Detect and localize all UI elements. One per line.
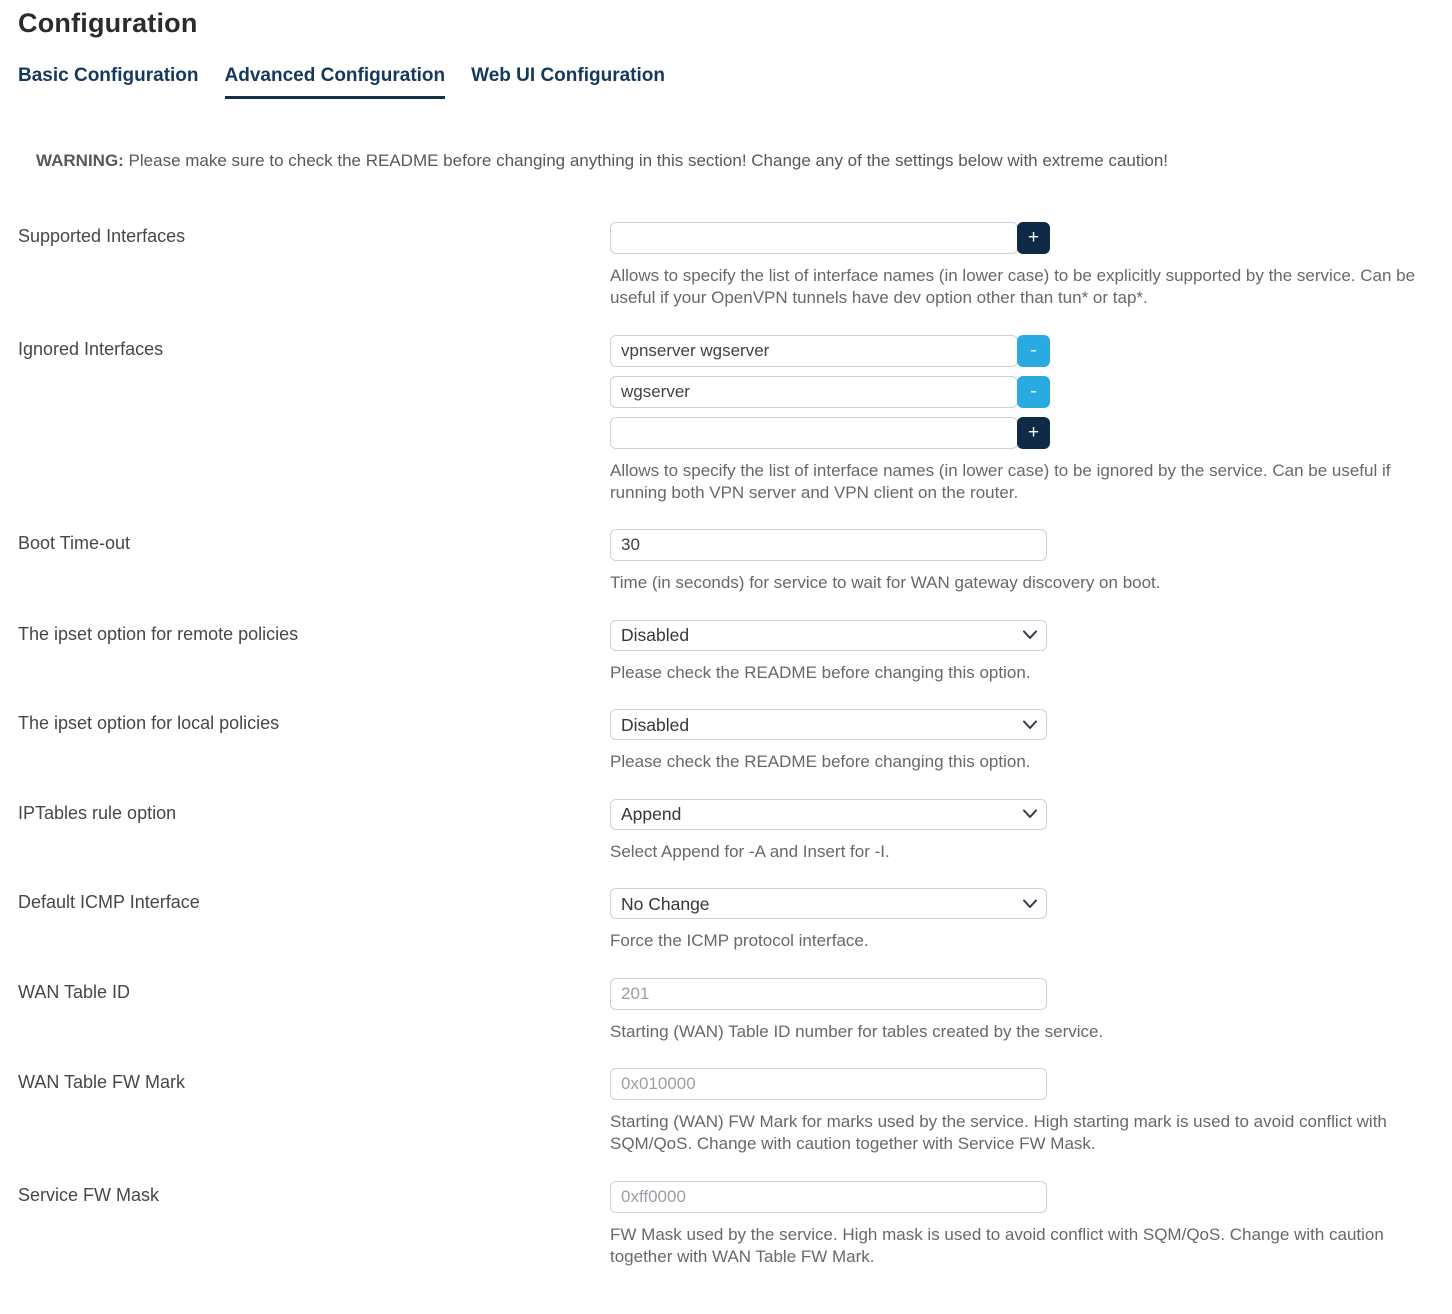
add-supported-interface-button[interactable]: + <box>1017 222 1050 254</box>
warning-text <box>18 149 1423 174</box>
tab-web-ui-configuration[interactable]: Web UI Configuration <box>471 65 665 86</box>
iptables-rule-select[interactable] <box>610 799 1047 830</box>
iptables-rule-row <box>18 799 1434 863</box>
ipset-local-label: The ipset option for local policies <box>18 713 280 734</box>
boot-timeout-label: Boot Time-out <box>18 533 131 554</box>
ipset-local-description: Please check the README before changing this option. <box>610 752 1031 772</box>
boot-timeout-row <box>18 529 1434 594</box>
ipset-local-control <box>610 709 1434 773</box>
ipset-local-select[interactable] <box>610 709 1047 740</box>
ignored-interfaces-item-row <box>610 335 1434 367</box>
wan-table-fw-mark-row <box>18 1068 1434 1156</box>
ignored-interfaces-new-input[interactable] <box>610 417 1018 449</box>
ignored-interfaces-item-row <box>610 376 1434 408</box>
icmp-interface-select-wrap <box>610 888 1047 919</box>
warning-prefix: WARNING: <box>36 151 124 170</box>
service-fw-mask-label: Service FW Mask <box>18 1184 160 1205</box>
service-fw-mask-input[interactable] <box>610 1181 1047 1213</box>
tab-advanced-configuration[interactable]: Advanced Configuration <box>225 65 446 99</box>
ignored-interfaces-description: Allows to specify the list of interface names (in lower case) to be ignored by the service. Can be useful if running both VPN server and VPN client on the router. <box>610 460 1391 502</box>
remove-ignored-interface-button-1[interactable]: - <box>1017 335 1050 367</box>
icmp-interface-label: Default ICMP Interface <box>18 892 200 913</box>
ignored-interfaces-label: Ignored Interfaces <box>18 338 164 359</box>
ipset-remote-control <box>610 620 1434 684</box>
wan-table-id-input[interactable] <box>610 978 1047 1010</box>
wan-table-id-control <box>610 978 1434 1043</box>
wan-table-id-label: WAN Table ID <box>18 981 131 1002</box>
supported-interfaces-label: Supported Interfaces <box>18 225 186 246</box>
icmp-interface-control <box>610 888 1434 952</box>
icmp-interface-row <box>18 888 1434 952</box>
ignored-interfaces-input-2[interactable] <box>610 376 1018 408</box>
wan-table-fw-mark-label: WAN Table FW Mark <box>18 1072 186 1093</box>
wan-table-id-row <box>18 978 1434 1043</box>
supported-interfaces-row <box>18 222 1434 310</box>
ignored-interfaces-input-1[interactable] <box>610 335 1018 367</box>
ipset-local-select-wrap <box>610 709 1047 740</box>
service-fw-mask-control <box>610 1181 1434 1269</box>
boot-timeout-control <box>610 529 1434 594</box>
wan-table-fw-mark-description: Starting (WAN) FW Mark for marks used by the service. High starting mark is used to avoid conflict with SQM/QoS. Change with caution together with Service FW Mask. <box>610 1112 1387 1154</box>
boot-timeout-input[interactable] <box>610 529 1047 561</box>
ipset-remote-description: Please check the README before changing this option. <box>610 662 1031 682</box>
ipset-remote-select[interactable] <box>610 620 1047 651</box>
supported-interfaces-input[interactable] <box>610 222 1018 254</box>
ipset-remote-select-wrap <box>610 620 1047 651</box>
service-fw-mask-description: FW Mask used by the service. High mask is used to avoid conflict with SQM/QoS. Change with caution together with WAN Table FW Mark. <box>610 1224 1384 1267</box>
ipset-remote-label: The ipset option for remote policies <box>18 623 299 644</box>
ipset-local-row <box>18 709 1434 773</box>
add-ignored-interface-button[interactable]: + <box>1017 417 1050 449</box>
supported-interfaces-control <box>610 222 1434 310</box>
page-title: Configuration <box>18 8 198 38</box>
tab-basic-configuration[interactable]: Basic Configuration <box>18 65 199 86</box>
configuration-tabs <box>18 65 1434 99</box>
iptables-rule-description: Select Append for -A and Insert for -I. <box>610 841 890 861</box>
supported-interfaces-description: Allows to specify the list of interface names (in lower case) to be explicitly supported by the service. Can be useful if your OpenVPN tunnels have dev option other than tun* or tap*. <box>610 265 1416 308</box>
service-fw-mask-row <box>18 1181 1434 1269</box>
wan-table-fw-mark-control <box>610 1068 1434 1156</box>
wan-table-fw-mark-input[interactable] <box>610 1068 1047 1100</box>
iptables-rule-label: IPTables rule option <box>18 802 177 823</box>
boot-timeout-description: Time (in seconds) for service to wait for WAN gateway discovery on boot. <box>610 573 1161 593</box>
iptables-rule-select-wrap <box>610 799 1047 830</box>
iptables-rule-control <box>610 799 1434 863</box>
wan-table-id-description: Starting (WAN) Table ID number for tables created by the service. <box>610 1021 1104 1041</box>
ignored-interfaces-control <box>610 335 1434 505</box>
supported-interfaces-add-row <box>610 222 1434 254</box>
ipset-remote-row <box>18 620 1434 684</box>
icmp-interface-select[interactable] <box>610 888 1047 919</box>
warning-body: Please make sure to check the README before changing anything in this section! Change any of the settings below with extreme caution! <box>123 151 1169 170</box>
icmp-interface-description: Force the ICMP protocol interface. <box>610 931 869 951</box>
ignored-interfaces-add-row <box>610 417 1434 449</box>
ignored-interfaces-row <box>18 335 1434 505</box>
remove-ignored-interface-button-2[interactable]: - <box>1017 376 1050 408</box>
